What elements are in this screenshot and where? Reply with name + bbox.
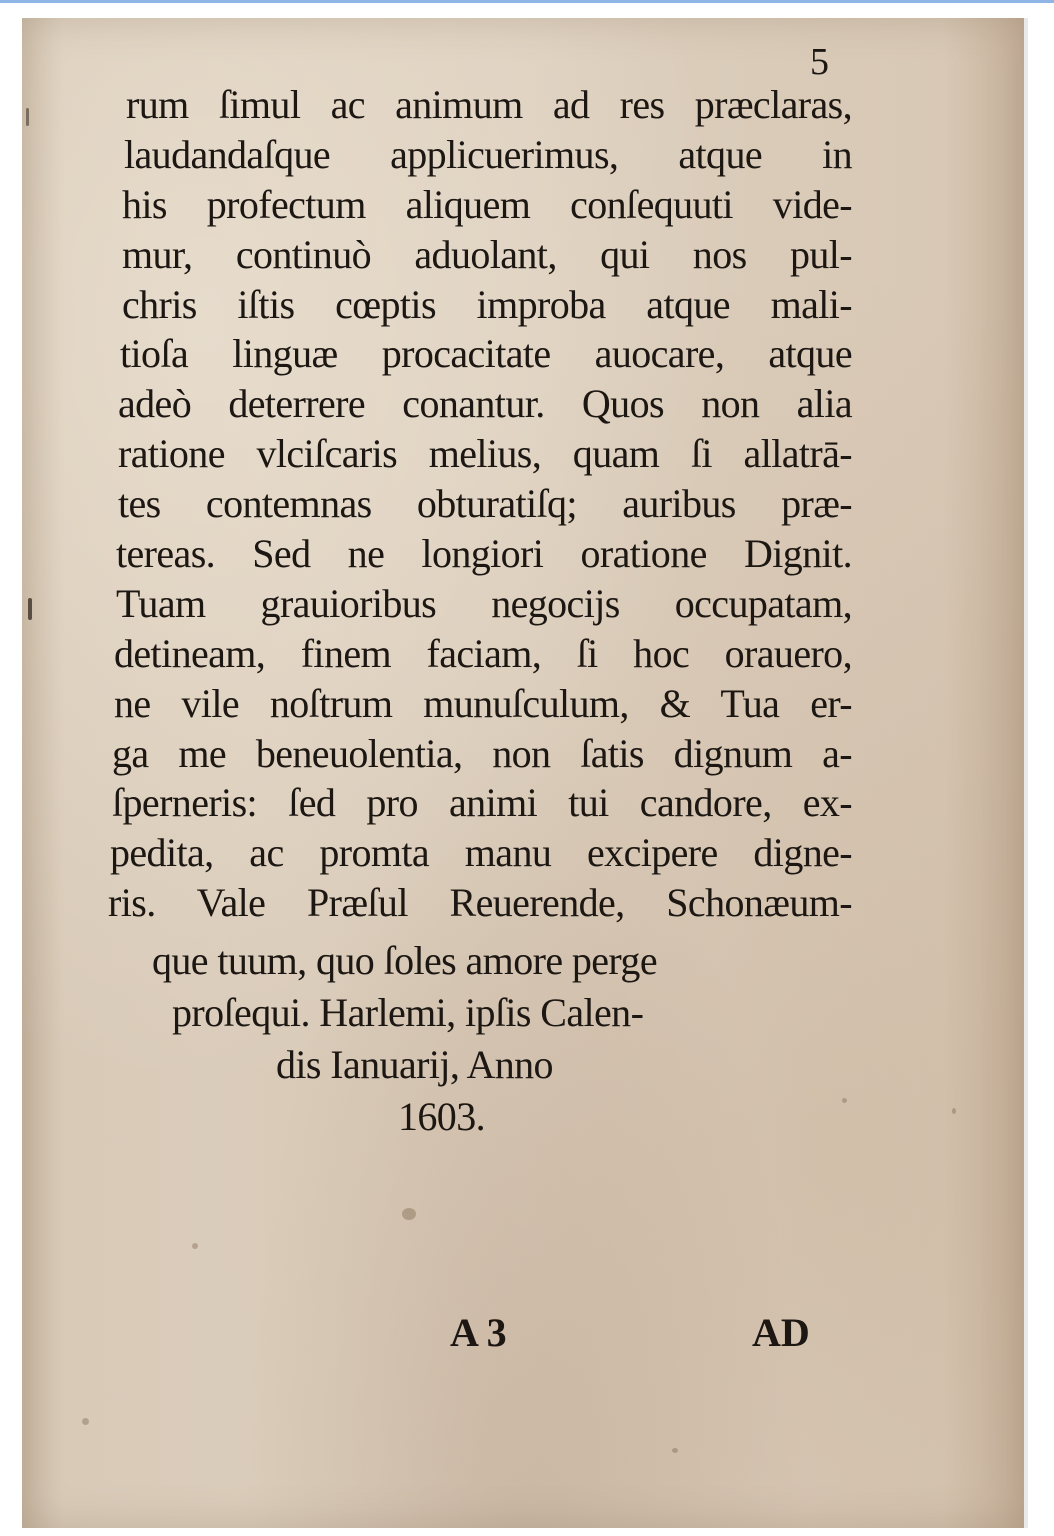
closing-line: que tuum, quo ſoles amore perge xyxy=(152,938,657,983)
paper-stain xyxy=(82,1418,89,1425)
paper-stain xyxy=(402,1208,416,1220)
paper-stain xyxy=(952,1108,956,1114)
text-line: mur, continuò aduolant, qui nos pul- xyxy=(122,231,852,277)
text-line: tioſa linguæ procacitate auocare, atque xyxy=(120,331,852,377)
paper-stain xyxy=(672,1448,678,1453)
paper-stain xyxy=(28,598,32,620)
closing-line: 1603. xyxy=(398,1094,486,1139)
text-line: ratione vlciſcaris melius, quam ſi allatrā- xyxy=(118,431,852,477)
text-line: detineam, finem faciam, ſi hoc orauero, xyxy=(114,630,852,676)
text-line: tereas. Sed ne longiori oratione Dignit. xyxy=(116,531,852,577)
text-line: pedita, ac promta manu excipere digne- xyxy=(110,830,852,876)
text-line: ga me beneuolentia, non ſatis dignum a- xyxy=(112,730,852,776)
text-line: rum ſimul ac animum ad res præclaras, xyxy=(126,82,852,127)
page-right-edge xyxy=(1024,18,1028,1528)
text-line: ne vile noſtrum munuſculum, & Tua er- xyxy=(114,680,852,726)
paper-stain xyxy=(192,1243,198,1249)
book-page xyxy=(22,18,1024,1528)
catchword: AD xyxy=(752,1310,810,1355)
closing-line: proſequi. Harlemi, ipſis Calen- xyxy=(172,990,644,1035)
text-line: laudandaſque applicuerimus, atque in xyxy=(124,131,852,177)
text-line: ris. Vale Præſul Reuerende, Schonæum- xyxy=(108,880,852,926)
text-line: tes contemnas obturatiſq; auribus præ- xyxy=(118,481,852,527)
text-line: chris iſtis cœptis improba atque mali- xyxy=(122,281,852,327)
text-line: Tuam grauioribus negocijs occupatam, xyxy=(116,580,852,626)
closing-line: dis Ianuarij, Anno xyxy=(276,1042,553,1087)
folio-number: 5 xyxy=(810,41,829,83)
paper-stain xyxy=(842,1098,847,1103)
text-line: his profectum aliquem conſequuti vide- xyxy=(122,181,852,227)
signature-mark: A 3 xyxy=(450,1310,507,1355)
text-line: adeò deterrere conantur. Quos non alia xyxy=(118,381,852,427)
viewer-top-bar xyxy=(0,0,1054,10)
paper-stain xyxy=(26,108,29,126)
text-line: ſperneris: ſed pro animi tui candore, ex- xyxy=(112,780,852,826)
main-text xyxy=(92,80,852,928)
